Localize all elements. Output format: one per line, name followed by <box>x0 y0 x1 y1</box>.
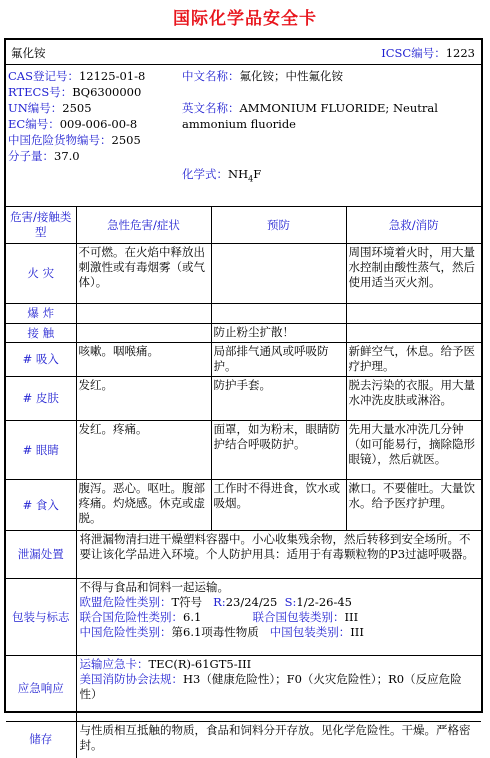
hazard-cell: 咳嗽。咽喉痛。 <box>76 343 211 377</box>
hazard-cell: 不可燃。在火焰中释放出刺激性或有毒烟雾（或气体）。 <box>76 244 211 304</box>
category-cell: 接 触 <box>6 324 76 343</box>
firstaid-cell: 漱口。不要催吐。大量饮水。给予医疗护理。 <box>346 480 481 531</box>
firstaid-cell <box>346 304 481 324</box>
rtecs-number: RTECS号：BQ6300000 <box>8 85 142 99</box>
hazard-cell: 发红。疼痛。 <box>76 421 211 480</box>
card-title: 国际化学品安全卡 <box>173 9 317 29</box>
hazard-cell: 发红。 <box>76 377 211 421</box>
header-category: 危害/接触类型 <box>6 207 76 244</box>
chinese-name: 中文名称：氟化铵；中性氟化铵 <box>182 69 343 83</box>
chemical-name: 氟化铵 <box>11 46 46 60</box>
row-ingestion <box>6 480 481 531</box>
header-firstaid: 急救/消防 <box>346 207 481 244</box>
firstaid-cell: 先用大量水冲洗几分钟（如可能易行，摘除隐形眼镜），然后就医。 <box>346 421 481 480</box>
row-packaging <box>6 579 481 656</box>
category-cell: # 食入 <box>6 480 76 531</box>
category-cell: 爆 炸 <box>6 304 76 324</box>
prevention-cell <box>211 244 346 304</box>
category-cell: # 皮肤 <box>6 377 76 421</box>
category-cell: # 眼睛 <box>6 421 76 480</box>
firstaid-cell <box>346 324 481 343</box>
category-cell: # 吸入 <box>6 343 76 377</box>
storage-text: 与性质相互抵触的物质，食品和饲料分开存放。见化学危险性。干燥。严格密封。 <box>76 722 481 758</box>
hazard-cell <box>76 324 211 343</box>
icsc-number: ICSC编号：1223 <box>381 46 475 60</box>
header-prevention: 预防 <box>211 207 346 244</box>
row-skin <box>6 377 481 421</box>
storage-label: 储存 <box>6 722 76 758</box>
prevention-cell: 局部排气通风或呼吸防护。 <box>211 343 346 377</box>
identifiers-right <box>182 68 472 187</box>
row-leak <box>6 531 481 579</box>
row-explosion <box>6 304 481 324</box>
row-inhalation <box>6 343 481 377</box>
firstaid-cell: 周围环境着火时，用大量水控制由酸性蒸气，然后使用适当灭火剂。 <box>346 244 481 304</box>
name-row <box>6 40 481 65</box>
safety-card <box>4 38 483 752</box>
leak-label: 泄漏处置 <box>6 531 76 579</box>
cas-number: CAS登记号：12125-01-8 <box>8 69 146 83</box>
prevention-cell: 防护手套。 <box>211 377 346 421</box>
row-storage <box>6 722 481 758</box>
prevention-cell <box>211 304 346 324</box>
header-hazard: 急性危害/症状 <box>76 207 211 244</box>
packaging-label: 包装与标志 <box>6 579 76 656</box>
firstaid-cell: 新鲜空气，休息。给予医疗护理。 <box>346 343 481 377</box>
ec-number: EC编号：009-006-00-8 <box>8 117 138 131</box>
category-cell: 火 灾 <box>6 244 76 304</box>
dangerous-goods-number: 中国危险货物编号：2505 <box>8 133 141 147</box>
english-name: 英文名称：AMMONIUM FLUORIDE; Neutral ammonium fluoride <box>182 101 438 131</box>
hazard-cell <box>76 304 211 324</box>
chemical-formula: 化学式：$NH_4F$ <box>182 167 262 184</box>
row-eyes <box>6 421 481 480</box>
leak-text: 将泄漏物清扫进干燥塑料容器中。小心收集残余物，然后转移到安全场所。不要让该化学品进入环境。个人防护用具：适用于有毒颗粒物的P3过滤呼吸器。 <box>76 531 481 579</box>
prevention-cell: 防止粉尘扩散！ <box>211 324 346 343</box>
firstaid-cell: 脱去污染的衣服。用大量水冲洗皮肤或淋浴。 <box>346 377 481 421</box>
un-number: UN编号：2505 <box>8 101 92 115</box>
row-fire <box>6 244 481 304</box>
packaging-text: 不得与食品和饲料一起运输。 欧盟危险性类别：T符号 R:23/24/25 S:1/2-26-45 联合国危险性类别：6.1 联合国包装类别：III 中国危险性类别：第6.1项毒性物质 中国包装类别：III <box>76 579 481 656</box>
identifiers-left <box>8 68 178 164</box>
identifiers-section <box>6 64 481 207</box>
prevention-cell: 面罩，如为粉末，眼睛防护结合呼吸防护。 <box>211 421 346 480</box>
molecular-weight: 分子量：37.0 <box>8 149 80 163</box>
row-emergency <box>6 656 481 722</box>
hazard-table <box>6 206 481 758</box>
emergency-text: 运输应急卡：TEC(R)-61GT5-III 美国消防协会法规：H3（健康危险性）；F0（火灾危险性）；R0（反应危险性） <box>76 656 481 722</box>
row-exposure <box>6 324 481 343</box>
hazard-cell: 腹泻。恶心。呕吐。腹部疼痛。灼烧感。休克或虚脱。 <box>76 480 211 531</box>
hazard-header-row <box>6 207 481 244</box>
emergency-label: 应急响应 <box>6 656 76 722</box>
prevention-cell: 工作时不得进食，饮水或吸烟。 <box>211 480 346 531</box>
